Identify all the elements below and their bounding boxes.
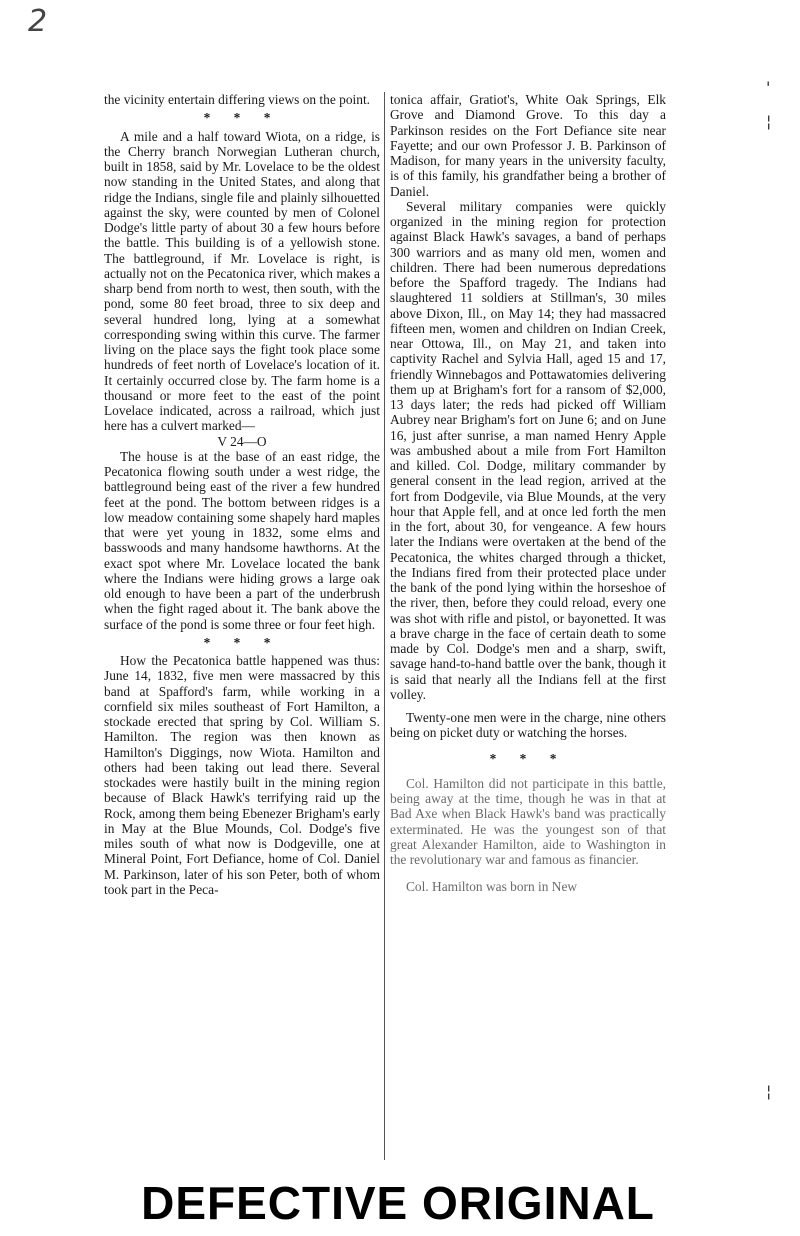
culvert-marking: V 24—O <box>217 433 267 449</box>
margin-mark: ¦ <box>766 1082 772 1101</box>
paragraph: tonica affair, Gratiot's, White Oak Springs, Elk Grove and Diamond Grove. To this day a Parkinson resides on the Fort Defiance site near Fayette; and our own Professor J. B. Parkinson of Madison, for many years in the university faculty, is of this family, his grandfather being a brother of Daniel. <box>390 92 666 199</box>
paragraph: Col. Hamilton was born in New <box>406 879 578 895</box>
paragraph: Col. Hamilton did not participate in this battle, being away at the time, though he was in that at Bad Axe when Black Hawk's band was practically exterminated. He was the youngest son of that great Alexander Hamilton, aide to Washington in the revolutionary war and famous as financier. <box>390 775 666 867</box>
right-column <box>390 92 666 895</box>
section-separator: * * * <box>489 750 567 766</box>
paragraph: The house is at the base of an east ridge, the Pecatonica flowing south under a west ridge, the battleground being east of the river a few hundred feet at the pond. The bottom between ridges is a low meadow containing some shapely hard maples that were yet young in 1832, some elms and basswoods and many handsome hawthorns. At the exact spot where Mr. Lovelace located the bank where the Indians were hiding grows a large oak old enough to have been a part of the underbrush when the fight raged about it. The bank above the surface of the pond is some three or four feet high. <box>104 448 380 632</box>
paragraph: How the Pecatonica battle happened was thus: June 14, 1832, five men were massacred by this band at Spafford's farm, while working in a cornfield six miles southeast of Fort Hamilton, a stockade erected that spring by Col. William S. Hamilton. The region was then known as Hamilton's Diggings, now Wiota. Hamilton and others had been taking out lead there. Several stockades were hastily built in the mining region because of Black Hawk's terrifying raid up the Rock, among them being Ebenezer Brigham's early in May at the Blue Mounds, Col. Dodge's five miles south of what now is Dodgeville, one at Mineral Point, Fort Defiance, home of Col. Daniel M. Parkinson, later of his son Peter, both of whom took part in the Peca- <box>104 653 380 897</box>
margin-mark: ' <box>766 78 771 97</box>
paragraph: A mile and a half toward Wiota, on a ridge, is the Cherry branch Norwegian Lutheran church, built in 1858, said by Mr. Lovelace to be the oldest now standing in the United States, and along that ridge the Indians, single file and plainly silhouetted against the sky, were counted by men of Colonel Dodge's little party of about 30 a few hours before the battle. This building is of a yellowish stone. The battleground, if Mr. Lovelace is right, is actually not on the Pecatonica river, which makes a sharp bend from north to west, then south, with the pond, some 80 feet broad, three to six deep and several hundred long, lying at a somewhat corresponding swing within this curve. The farmer living on the place says the fight took place some hundreds of feet north of Lovelace's location of it. It certainly occurred close by. The farm home is a thousand or more feet to the east of the point Lovelace indicated, across a railroad, which just here has a culvert marked— <box>104 128 380 434</box>
section-separator: * * * <box>203 110 281 126</box>
paragraph: Twenty-one men were in the charge, nine others being on picket duty or watching the horses. <box>390 710 666 741</box>
paragraph: the vicinity entertain differing views on the point. <box>104 92 371 107</box>
column-divider <box>384 92 385 1160</box>
left-column <box>104 92 380 897</box>
section-separator: * * * <box>203 634 281 650</box>
margin-mark: ¦ <box>766 112 772 131</box>
paragraph: Several military companies were quickly organized in the mining region for protection against Black Hawk's savages, a band of perhaps 300 warriors and as many old men, women and children. There had been numerous depredations before the Spafford tragedy. The Indians had slaughtered 11 soldiers at Stillman's, 30 miles above Dixon, Ill., on May 14; they had massacred fifteen men, women and children on Indian Creek, near Ottowa, Ill., on May 21, and taken into captivity Rachel and Sylvia Hall, aged 15 and 17, friendly Winnebagos and Pottawatomies delivering them up at Brigham's fort for a ransom of $2,000, 13 days later; the reds had picked off William Aubrey near Brigham's fort on June 6; and on June 16, just after sunrise, a man named Henry Apple was ambushed about a mile from Fort Hamilton and killed. Col. Dodge, military commander by general consent in the lead region, arrived at the fort from Dodgevile, via Blue Mounds, at the very hour that Apple fell, and at once led forth the men in the fort, about 30, for vengeance. A few hours later the Indians were overtaken at the bend of the Pecatonica, the whites charged through a thicket, the Indians fired from their protected place under the bank of the pond lying within the horseshoe of the river, then, before they could reload, every one was shot with rifle and pistol, or bayonetted. It was a brave charge in the face of certain death to some made by Col. Dodge's men and a sharp, swift, savage hand-to-hand battle over the bank, though it is said that nearly all the Indians fell at the first volley. <box>390 198 666 702</box>
page-number: 2 <box>28 4 48 39</box>
defective-original-stamp: DEFECTIVE ORIGINAL <box>141 1177 655 1229</box>
